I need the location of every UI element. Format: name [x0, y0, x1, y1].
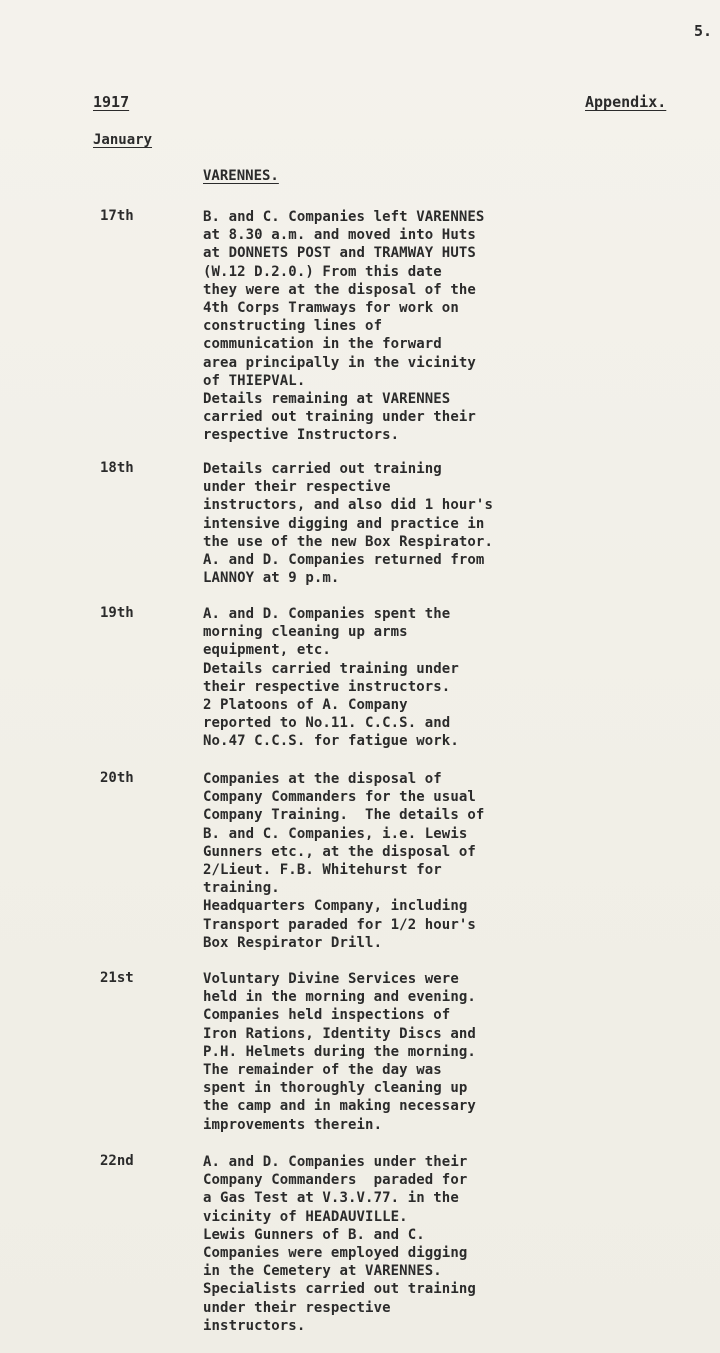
- month-heading: January: [93, 132, 153, 148]
- entry-text: A. and D. Companies under their Company Commanders paraded for a Gas Test at V.3.V.77. in the vicinity of HEADAUVILLE. Lewis Gunners of B. and C. Companies were employed digging in the Cemetery at VARENNES. Specialists carried out training under their respective instructors.: [203, 1154, 476, 1334]
- entry-day: 17th: [100, 208, 134, 224]
- entry-day: 22nd: [100, 1153, 134, 1169]
- entry-text: B. and C. Companies left VARENNES at 8.30 a.m. and moved into Huts at DONNETS POST and TRAMWAY HUTS (W.12 D.2.0.) From this date they were at the disposal of the 4th Corps Tramways for work on constructing lines of communication in the forward area principally in the vicinity of THIEPVAL. Details remaining at VARENNES carried out training under their respective Instructors.: [203, 209, 485, 444]
- entry-text: A. and D. Companies spent the morning cleaning up arms equipment, etc. Details carried training under their respective instructors. 2 Platoons of A. Company reported to No.11. C.C.S. and No.47 C.C.S. for fatigue work.: [203, 606, 459, 750]
- entry-day: 21st: [100, 970, 134, 986]
- appendix-heading: Appendix.: [585, 93, 667, 111]
- entry-day: 19th: [100, 605, 134, 621]
- year-heading: 1917: [93, 93, 130, 111]
- entry-day: 20th: [100, 770, 134, 786]
- place-heading: VARENNES.: [203, 168, 279, 184]
- entry-text: Details carried out training under their respective instructors, and also did 1 hour's intensive digging and practice in the use of the new Box Respirator. A. and D. Companies returned from LANNOY at 9 p.m.: [203, 461, 493, 587]
- entry-text: Companies at the disposal of Company Commanders for the usual Company Training. The details of B. and C. Companies, i.e. Lewis Gunners etc., at the disposal of 2/Lieut. F.B. Whitehurst for training. Headquarters Company, including Transport paraded for 1/2 hour's Box Respirator Drill.: [203, 771, 485, 951]
- page-number: 5.: [693, 22, 712, 40]
- entry-day: 18th: [100, 460, 134, 476]
- entry-text: Voluntary Divine Services were held in the morning and evening. Companies held inspections of Iron Rations, Identity Discs and P.H. Helmets during the morning. The remainder of the day was spent in thoroughly cleaning up the camp and in making necessary improvements therein.: [203, 971, 476, 1133]
